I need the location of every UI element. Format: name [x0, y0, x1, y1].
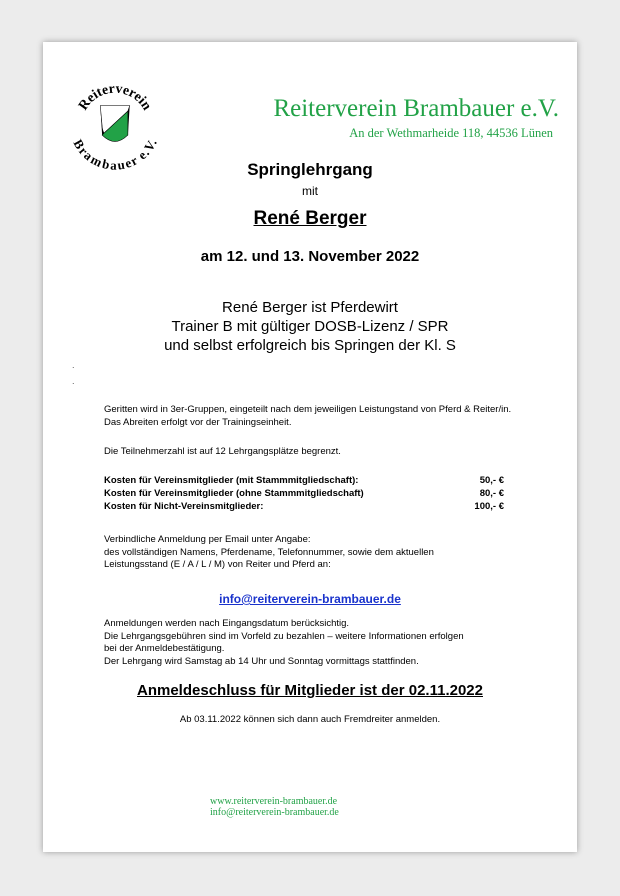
event-dates: am 12. und 13. November 2022 — [200, 248, 420, 265]
footer-website-link[interactable]: www.reiterverein-brambauer.de — [210, 796, 338, 807]
club-name: Reiterverein Brambauer e.V. — [273, 95, 559, 122]
footer-email-link[interactable]: info@reiterverein-brambauer.de — [210, 807, 339, 818]
club-logo — [69, 78, 161, 170]
fee-row — [104, 475, 524, 488]
trainer-name: René Berger — [253, 208, 367, 229]
fee-label: Kosten für Vereinsmitglieder (mit Stammmitgliedschaft): — [104, 475, 359, 486]
fee-label: Kosten für Vereinsmitglieder (ohne Stammmitgliedschaft) — [104, 488, 364, 499]
logo-text-top: Reiterverein — [75, 80, 155, 113]
fee-amount: 100,- € — [474, 501, 504, 512]
bio-line: Trainer B mit gültiger DOSB-Lizenz / SPR — [171, 318, 449, 335]
note-line: Der Lehrgang wird Samstag ab 14 Uhr und Sonntag vormittags stattfinden. — [104, 655, 419, 667]
registration-deadline: Anmeldeschluss für Mitglieder ist der 02.11.2022 — [137, 682, 483, 699]
fee-label: Kosten für Nicht-Vereinsmitglieder: — [104, 501, 264, 512]
event-with: mit — [302, 184, 318, 198]
event-title: Springlehrgang — [247, 160, 373, 179]
stray-dot: . — [72, 376, 75, 386]
fee-row — [104, 501, 524, 514]
registration-line: des vollständigen Namens, Pferdename, Telefonnummer, sowie dem aktuellen — [104, 546, 434, 558]
fee-amount: 80,- € — [479, 488, 504, 499]
groups-paragraph: Geritten wird in 3er-Gruppen, eingeteilt nach dem jeweiligen Leistungstand von Pferd & Reiter/in. Das Abreiten erfolgt vor der Trainingseinheit. — [104, 404, 512, 428]
late-registration-note: Ab 03.11.2022 können sich dann auch Fremdreiter anmelden. — [179, 714, 441, 725]
fee-table — [104, 475, 524, 514]
limit-paragraph: Die Teilnehmerzahl ist auf 12 Lehrgangsplätze begrenzt. — [104, 446, 341, 457]
club-address: An der Wethmarheide 118, 44536 Lünen — [349, 126, 553, 140]
registration-paragraph — [104, 534, 524, 572]
note-line: Anmeldungen werden nach Eingangsdatum berücksichtig. — [104, 618, 350, 629]
notes-paragraph — [104, 618, 524, 668]
flyer-page — [43, 42, 577, 852]
logo-text-bottom: Brambauer e.V. — [70, 137, 160, 170]
registration-email-link[interactable]: info@reiterverein-brambauer.de — [219, 592, 401, 606]
fee-amount: 50,- € — [479, 475, 504, 486]
registration-line: Leistungsstand (E / A / L / M) von Reiter und Pferd an: — [104, 559, 331, 571]
registration-line: Verbindliche Anmeldung per Email unter Angabe: — [104, 534, 311, 545]
bio-line: René Berger ist Pferdewirt — [222, 299, 398, 316]
note-line: bei der Anmeldebestätigung. — [104, 643, 225, 655]
note-line: Die Lehrgangsgebühren sind im Vorfeld zu bezahlen – weitere Informationen erfolgen — [104, 630, 464, 642]
stray-dot: . — [72, 360, 75, 370]
bio-line: und selbst erfolgreich bis Springen der Kl. S — [164, 337, 456, 354]
fee-row — [104, 488, 524, 501]
